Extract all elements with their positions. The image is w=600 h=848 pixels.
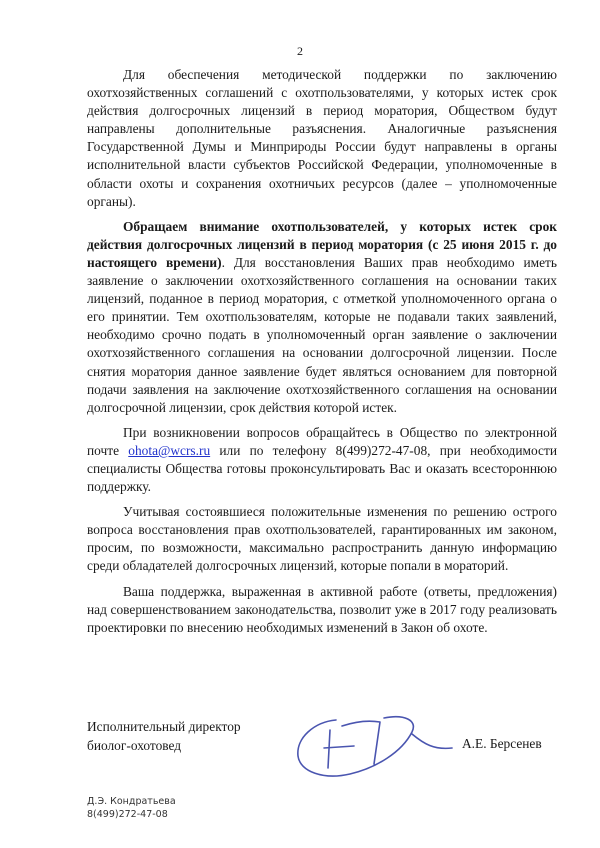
position-line-1: Исполнительный директор (87, 719, 241, 734)
contacts-text-start: При возникновении вопросов обращайтесь в Общество по электронной почте (87, 424, 557, 458)
signatory-name: А.Е. Берсенев (462, 736, 542, 751)
contacts-text-end: или по телефону 8(499)272-47-08, при необходимости специалисты Общества готовы проконсультировать Вас и оказать всестороннюю поддержку. (87, 442, 557, 495)
executor-phone: 8(499)272-47-08 (87, 809, 168, 820)
handwritten-signature (284, 700, 464, 790)
attention-bold-text: Обращаем внимание охотпользователей, у которых истек срок действия долгосрочных лицензий в период моратория (с 25 июня 2015 г. до настоящего времени) (87, 218, 557, 270)
position-line-2: биолог-охотовед (87, 737, 182, 753)
paragraph-request: Учитывая состоявшиеся положительные изменения по решению острого вопроса восстановления прав охотпользователей, гарантированных им законом, просим, по возможности, максимально распространить данную информацию среди обладателей долгосрочных лицензий, которые попали в мораторий. (87, 504, 557, 574)
signatory-position (87, 718, 241, 755)
executor-info (87, 795, 176, 821)
paragraph-support: Ваша поддержка, выраженная в активной работе (ответы, предложения) над совершенствованием законодательства, позволит уже в 2017 году реализовать проектировки по внесению необходимых изменений в Закон об охоте. (87, 583, 557, 635)
paragraph-contacts (87, 424, 557, 496)
executor-name: Д.Э. Кондратьева (87, 796, 176, 807)
page-number: 2 (297, 44, 303, 58)
paragraph-attention (87, 218, 557, 417)
email-link[interactable]: ohota@wcrs.ru (128, 442, 211, 458)
paragraph-methodical-support: Для обеспечения методической поддержки по заключению охотхозяйственных соглашений с охотпользователями, у которых истек срок действия долгосрочных лицензий в период моратория, Обществом будут направлены дополнительные разъяснения. Аналогичные разъяснения Государственной Думы и Минприроды России будут направлены в органы исполнительной власти субъектов Российской Федерации, уполномоченные в области охоты и сохранения охотничьих ресурсов (далее – уполномоченные органы). (87, 67, 557, 209)
letter-body (87, 66, 557, 637)
attention-rest-text: . Для восстановления Ваших прав необходимо иметь заявление о заключении охотхозяйственного соглашения на основании таких лицензий, поданное в период моратория, с отметкой уполномоченного органа о его принятии. Тем охотпользователям, которые не подавали таких заявлений, необходимо срочно подать в уполномоченный орган заявление о заключении охотхозяйственного соглашения на основании долгосрочной лицензии. После снятия моратория данное заявление будет являться основанием для повторной подачи заявления на заключение охотхозяйственного соглашения на основании долгосрочной лицензии, срок действия которой истек. (87, 254, 557, 415)
